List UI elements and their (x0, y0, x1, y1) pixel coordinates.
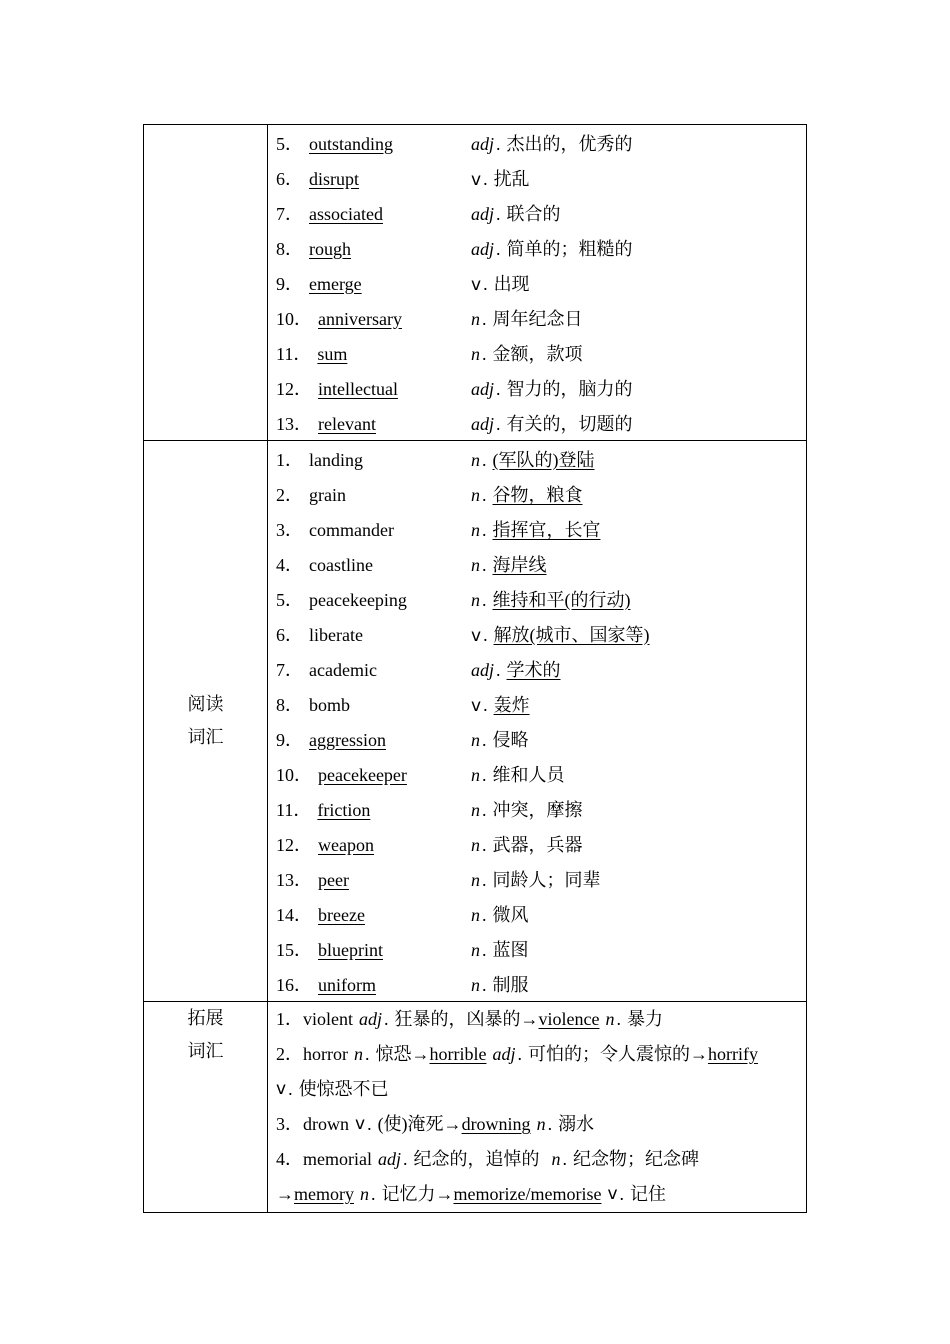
part-of-speech: n (605, 1009, 615, 1029)
base-word: drown (303, 1114, 349, 1134)
vocab-entry: 16． uniform n . 制服 (276, 966, 806, 1001)
entry-number: 15． (276, 939, 312, 960)
vocab-meaning: 解放(城市、国家等) (493, 624, 650, 645)
part-of-speech: n (471, 589, 480, 610)
meaning: 纪念的，追悼的 (413, 1149, 540, 1169)
table-section-reading (144, 441, 807, 1002)
entry-number: 12． (276, 834, 312, 855)
part-of-speech: v (276, 1079, 287, 1099)
part-of-speech: adj (471, 203, 495, 224)
derived-word-answer: memorize/memorise (453, 1184, 602, 1204)
vocab-meaning: 出现 (493, 273, 530, 294)
part-of-speech: n (471, 343, 480, 364)
vocab-word: blueprint (318, 939, 383, 960)
vocab-entry: 12． weapon n . 武器，兵器 (276, 826, 806, 861)
meaning: 暴力 (627, 1009, 663, 1029)
vocab-entry: 11． sum n . 金额，款项 (276, 335, 806, 370)
entry-number: 6． (276, 624, 303, 645)
extension-item-4-cont: → memory n . 记忆力→ memorize/memorise v . 记住 (276, 1177, 800, 1212)
entry-number: 11． (276, 343, 312, 364)
entry-number: 6． (276, 168, 303, 189)
derived-word-answer: memory (294, 1184, 354, 1204)
category-label-line1: 拓展 (187, 1008, 224, 1028)
entry-number: 8． (276, 238, 303, 259)
part-of-speech: n (360, 1184, 369, 1204)
vocab-entry: 6． disrupt v . 扰乱 (276, 160, 806, 195)
extension-item-2: 2． horror n . 惊恐→ horrible adj . 可怕的；令人震惊的→ horrify (276, 1037, 800, 1072)
vocab-meaning: 轰炸 (493, 694, 530, 715)
part-of-speech: adj (471, 378, 495, 399)
item-number: 4． (276, 1149, 303, 1169)
vocab-word: liberate (309, 624, 363, 645)
part-of-speech: n (471, 519, 480, 540)
part-of-speech: n (471, 939, 480, 960)
vocab-meaning: 杰出的，优秀的 (506, 133, 633, 154)
vocab-entry: 5． outstanding adj . 杰出的，优秀的 (276, 125, 806, 160)
vocab-entry: 8． rough adj . 简单的；粗糙的 (276, 230, 806, 265)
vocab-meaning: 智力的，脑力的 (506, 378, 633, 399)
vocab-meaning: 金额，款项 (492, 343, 583, 364)
part-of-speech: adj (471, 238, 495, 259)
vocab-word: anniversary (318, 308, 402, 329)
vocab-entry: 1． landing n . (军队的)登陆 (276, 441, 806, 476)
derived-word-answer: horrify (707, 1044, 758, 1064)
part-of-speech: n (471, 484, 480, 505)
entries-cell (268, 441, 807, 1002)
vocab-meaning: 周年纪念日 (492, 308, 583, 329)
vocab-meaning: 谷物，粮食 (492, 484, 583, 505)
vocab-entry: 6． liberate v . 解放(城市、国家等) (276, 616, 806, 651)
part-of-speech: n (536, 1114, 546, 1134)
part-of-speech: n (471, 554, 480, 575)
item-number: 3． (276, 1114, 303, 1134)
vocab-entry: 14． breeze n . 微风 (276, 896, 806, 931)
item-number: 1． (276, 1009, 303, 1029)
table-section-1 (144, 125, 807, 441)
vocab-word: landing (309, 449, 363, 470)
vocab-word: bomb (309, 694, 351, 715)
vocab-word: peacekeeping (309, 589, 407, 610)
entry-number: 1． (276, 449, 303, 470)
meaning: (使)淹死→ (377, 1114, 462, 1134)
entry-number: 12． (276, 378, 312, 399)
vocab-entry: 11． friction n . 冲突，摩擦 (276, 791, 806, 826)
vocab-meaning: 武器，兵器 (492, 834, 583, 855)
category-label-line2: 词汇 (187, 727, 224, 747)
part-of-speech: n (551, 1149, 561, 1169)
extension-cell (268, 1002, 807, 1213)
part-of-speech: n (471, 869, 480, 890)
meaning: 记忆力→ (381, 1184, 454, 1204)
vocab-entry: 7． academic adj . 学术的 (276, 651, 806, 686)
entry-number: 8． (276, 694, 303, 715)
vocab-meaning: 冲突，摩擦 (492, 799, 583, 820)
entry-number: 7． (276, 203, 303, 224)
meaning: 惊恐→ (375, 1044, 430, 1064)
meaning: 使惊恐不已 (298, 1079, 389, 1099)
base-word: horror (303, 1044, 348, 1064)
category-cell-empty (144, 125, 268, 441)
entry-number: 7． (276, 659, 303, 680)
entry-number: 10． (276, 764, 312, 785)
vocab-word: sum (317, 343, 348, 364)
extension-item-3: 3． drown v . (使)淹死→ drowning n . 溺水 (276, 1107, 800, 1142)
category-cell-reading (144, 441, 268, 1002)
vocab-word: friction (317, 799, 371, 820)
meaning: 狂暴的，凶暴的→ (394, 1009, 539, 1029)
table-section-extension (144, 1002, 807, 1213)
part-of-speech: v (471, 169, 482, 190)
part-of-speech: n (471, 449, 480, 470)
vocab-word: coastline (309, 554, 373, 575)
entry-number: 5． (276, 589, 303, 610)
vocab-entry: 7． associated adj . 联合的 (276, 195, 806, 230)
arrow: → (276, 1184, 294, 1204)
part-of-speech: v (471, 274, 482, 295)
meaning: 记住 (630, 1184, 667, 1204)
part-of-speech: adj (359, 1009, 383, 1029)
vocab-meaning: 蓝图 (492, 939, 529, 960)
part-of-speech: n (471, 834, 480, 855)
base-word: violent (303, 1009, 353, 1029)
part-of-speech: adj (471, 413, 495, 434)
vocab-word: emerge (309, 273, 362, 294)
part-of-speech: n (471, 974, 480, 995)
part-of-speech: adj (377, 1149, 401, 1169)
vocab-meaning: 维和人员 (492, 764, 565, 785)
vocab-word: uniform (318, 974, 376, 995)
part-of-speech: v (355, 1114, 366, 1134)
vocab-word: breeze (318, 904, 365, 925)
entry-number: 11． (276, 799, 312, 820)
category-label-line2: 词汇 (187, 1041, 224, 1061)
vocab-word: relevant (318, 413, 376, 434)
vocab-word: outstanding (309, 133, 393, 154)
entry-number: 16． (276, 974, 312, 995)
vocab-word: academic (309, 659, 377, 680)
vocab-meaning: 同龄人；同辈 (492, 869, 601, 890)
part-of-speech: adj (471, 133, 495, 154)
part-of-speech: n (471, 764, 480, 785)
entry-number: 10． (276, 308, 312, 329)
vocab-entry: 13． peer n . 同龄人；同辈 (276, 861, 806, 896)
entry-number: 4． (276, 554, 303, 575)
vocab-word: rough (309, 238, 351, 259)
part-of-speech: n (471, 799, 480, 820)
vocab-entry: 2． grain n . 谷物，粮食 (276, 476, 806, 511)
entry-number: 13． (276, 413, 312, 434)
derived-word-answer: violence (538, 1009, 600, 1029)
part-of-speech: v (471, 695, 482, 716)
vocab-word: grain (309, 484, 346, 505)
category-cell-extension (144, 1002, 268, 1213)
entry-number: 9． (276, 273, 303, 294)
vocab-entry: 8． bomb v . 轰炸 (276, 686, 806, 721)
meaning: 纪念物；纪念碑 (573, 1149, 699, 1169)
entries-cell (268, 125, 807, 441)
vocab-entry: 10． anniversary n . 周年纪念日 (276, 300, 806, 335)
vocab-entry: 13． relevant adj . 有关的，切题的 (276, 405, 806, 440)
meaning: 可怕的；令人震惊的→ (527, 1044, 708, 1064)
vocab-word: disrupt (309, 168, 360, 189)
meaning: 溺水 (558, 1114, 595, 1134)
vocab-meaning: 有关的，切题的 (506, 413, 633, 434)
part-of-speech: v (607, 1184, 618, 1204)
item-number: 2． (276, 1044, 303, 1064)
entry-number: 13． (276, 869, 312, 890)
part-of-speech: n (471, 904, 480, 925)
vocab-meaning: (军队的)登陆 (492, 449, 595, 470)
vocab-meaning: 联合的 (506, 203, 561, 224)
derived-word-answer: horrible (429, 1044, 487, 1064)
vocab-meaning: 维持和平(的行动) (492, 589, 631, 610)
base-word: memorial (303, 1149, 372, 1169)
vocab-meaning: 简单的；粗糙的 (506, 238, 633, 259)
entry-number: 5． (276, 133, 303, 154)
entry-number: 9． (276, 729, 303, 750)
part-of-speech: adj (492, 1044, 516, 1064)
vocab-entry: 15． blueprint n . 蓝图 (276, 931, 806, 966)
part-of-speech: adj (471, 659, 495, 680)
vocab-meaning: 微风 (492, 904, 529, 925)
vocab-meaning: 扰乱 (493, 168, 530, 189)
entry-number: 2． (276, 484, 303, 505)
vocab-meaning: 指挥官，长官 (492, 519, 601, 540)
vocab-word: intellectual (318, 378, 398, 399)
vocab-meaning: 制服 (492, 974, 529, 995)
part-of-speech: n (353, 1044, 363, 1064)
vocab-word: commander (309, 519, 394, 540)
extension-item-1: 1． violent adj . 狂暴的，凶暴的→ violence n . 暴力 (276, 1002, 800, 1037)
vocab-meaning: 海岸线 (492, 554, 547, 575)
part-of-speech: n (471, 308, 480, 329)
extension-item-4: 4． memorial adj . 纪念的，追悼的 n . 纪念物；纪念碑 (276, 1142, 800, 1177)
vocab-entry: 9． aggression n . 侵略 (276, 721, 806, 756)
vocab-entry: 9． emerge v . 出现 (276, 265, 806, 300)
vocab-entry: 5． peacekeeping n . 维持和平(的行动) (276, 581, 806, 616)
vocab-entry: 12． intellectual adj . 智力的，脑力的 (276, 370, 806, 405)
part-of-speech: v (471, 625, 482, 646)
vocab-word: peacekeeper (318, 764, 407, 785)
vocab-entry: 4． coastline n . 海岸线 (276, 546, 806, 581)
part-of-speech: n (471, 729, 480, 750)
vocab-entry: 3． commander n . 指挥官，长官 (276, 511, 806, 546)
vocab-meaning: 学术的 (506, 659, 561, 680)
vocab-meaning: 侵略 (492, 729, 529, 750)
vocabulary-table (143, 124, 807, 1213)
entry-number: 3． (276, 519, 303, 540)
vocab-word: weapon (318, 834, 374, 855)
vocab-word: associated (309, 203, 383, 224)
vocab-word: aggression (309, 729, 386, 750)
vocab-word: peer (318, 869, 349, 890)
derived-word-answer: drowning (461, 1114, 531, 1134)
entry-number: 14． (276, 904, 312, 925)
category-label-line1: 阅读 (187, 694, 224, 714)
extension-item-2-cont: v . 使惊恐不已 (276, 1072, 800, 1107)
vocab-entry: 10． peacekeeper n . 维和人员 (276, 756, 806, 791)
